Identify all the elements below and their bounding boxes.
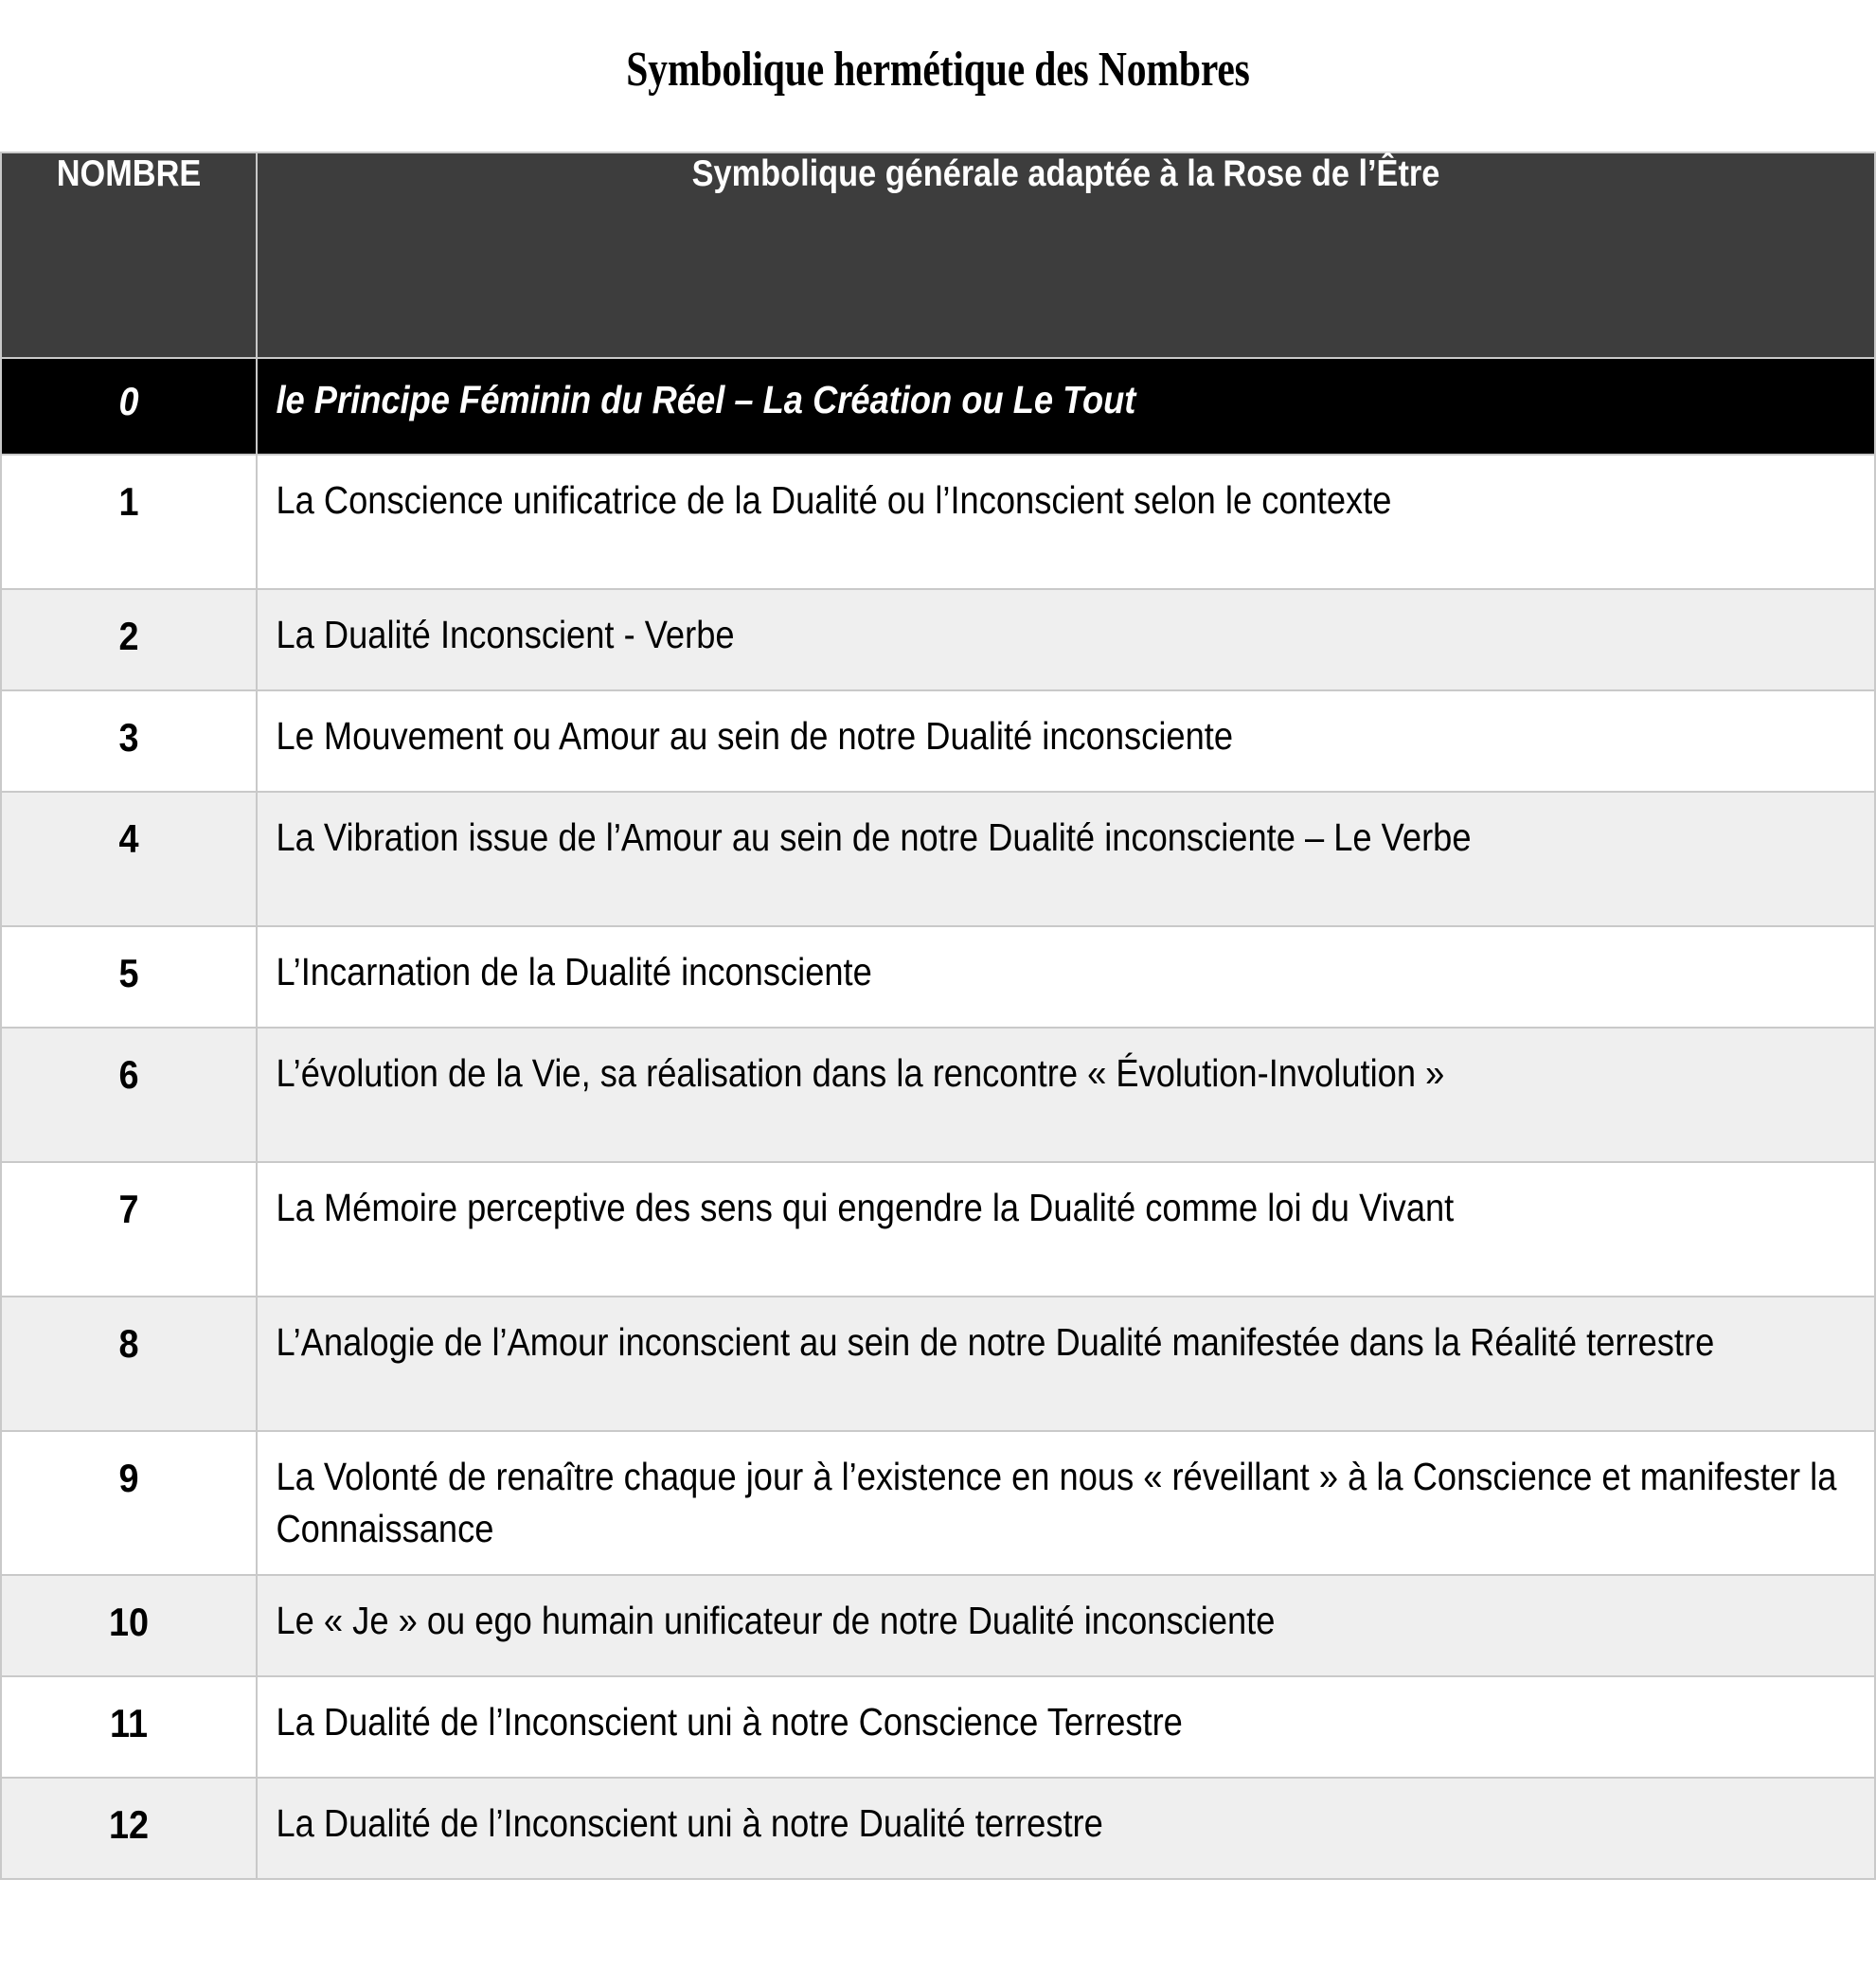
cell-nombre-value: 8 xyxy=(118,1321,139,1366)
cell-nombre xyxy=(1,1778,257,1879)
table-row xyxy=(1,1297,1875,1431)
cell-symbolique xyxy=(257,1162,1875,1297)
cell-symbolique xyxy=(257,792,1875,926)
cell-nombre xyxy=(1,926,257,1028)
cell-nombre xyxy=(1,455,257,589)
cell-nombre-value: 11 xyxy=(110,1700,148,1745)
table-row xyxy=(1,1778,1875,1879)
cell-nombre xyxy=(1,358,257,455)
cell-nombre-value: 1 xyxy=(118,479,139,524)
cell-symbolique-value: La Volonté de renaître chaque jour à l’existence en nous « réveillant » à la Conscience et manifester la Connaissance xyxy=(276,1455,1837,1550)
column-header-nombre xyxy=(1,152,257,358)
cell-symbolique-value: L’Incarnation de la Dualité inconsciente xyxy=(276,950,872,993)
cell-nombre xyxy=(1,792,257,926)
cell-symbolique xyxy=(257,926,1875,1028)
table-row xyxy=(1,690,1875,792)
cell-nombre-value: 5 xyxy=(118,951,139,995)
table-header-row xyxy=(1,152,1875,358)
cell-nombre xyxy=(1,1575,257,1676)
cell-symbolique-value: La Dualité de l’Inconscient uni à notre Conscience Terrestre xyxy=(276,1699,1183,1744)
symbolique-table-container xyxy=(0,152,1874,1880)
cell-nombre-value: 9 xyxy=(118,1456,139,1500)
cell-symbolique xyxy=(257,1431,1875,1575)
table-row xyxy=(1,589,1875,690)
cell-nombre xyxy=(1,589,257,690)
table-row xyxy=(1,1575,1875,1676)
column-header-symbolique xyxy=(257,152,1875,358)
cell-nombre-value: 0 xyxy=(118,379,139,423)
page-title: Symbolique hermétique des Nombres xyxy=(626,42,1250,97)
symbolique-table xyxy=(0,152,1876,1880)
cell-symbolique xyxy=(257,1297,1875,1431)
cell-symbolique xyxy=(257,455,1875,589)
cell-symbolique-value: L’évolution de la Vie, sa réalisation dans la rencontre « Évolution-Involution » xyxy=(276,1051,1445,1095)
cell-symbolique xyxy=(257,358,1875,455)
cell-nombre-value: 6 xyxy=(118,1052,139,1097)
cell-symbolique xyxy=(257,1676,1875,1778)
cell-symbolique xyxy=(257,690,1875,792)
table-row xyxy=(1,1676,1875,1778)
cell-symbolique xyxy=(257,1028,1875,1162)
cell-symbolique-value: Le Mouvement ou Amour au sein de notre Dualité inconsciente xyxy=(276,714,1234,758)
cell-symbolique-value: La Dualité de l’Inconscient uni à notre Dualité terrestre xyxy=(276,1800,1103,1845)
table-header xyxy=(1,152,1875,358)
cell-symbolique-value: le Principe Féminin du Réel – La Création ou Le Tout xyxy=(276,378,1136,421)
cell-symbolique-value: Le « Je » ou ego humain unificateur de notre Dualité inconsciente xyxy=(276,1598,1276,1642)
cell-nombre-value: 10 xyxy=(108,1599,150,1644)
cell-nombre-value: 4 xyxy=(118,816,139,861)
cell-symbolique xyxy=(257,589,1875,690)
cell-nombre xyxy=(1,1431,257,1575)
cell-symbolique-value: La Mémoire perceptive des sens qui engendre la Dualité comme loi du Vivant xyxy=(276,1186,1455,1229)
table-row xyxy=(1,792,1875,926)
column-header-symbolique-label: Symbolique générale adaptée à la Rose de l’Être xyxy=(691,153,1440,194)
cell-symbolique xyxy=(257,1778,1875,1879)
table-row xyxy=(1,1431,1875,1575)
cell-nombre-value: 12 xyxy=(108,1801,150,1847)
cell-nombre xyxy=(1,1028,257,1162)
cell-symbolique-value: La Dualité Inconscient - Verbe xyxy=(276,613,735,656)
cell-nombre xyxy=(1,1297,257,1431)
table-row xyxy=(1,1028,1875,1162)
cell-nombre-value: 2 xyxy=(118,614,139,658)
cell-symbolique-value: L’Analogie de l’Amour inconscient au sein de notre Dualité manifestée dans la Réalité terrestre xyxy=(276,1320,1715,1364)
table-body xyxy=(1,358,1875,1879)
table-row xyxy=(1,926,1875,1028)
cell-nombre xyxy=(1,690,257,792)
table-row xyxy=(1,1162,1875,1297)
cell-symbolique-value: La Vibration issue de l’Amour au sein de notre Dualité inconsciente – Le Verbe xyxy=(276,815,1472,859)
table-row xyxy=(1,455,1875,589)
cell-nombre-value: 3 xyxy=(118,715,139,760)
table-row xyxy=(1,358,1875,455)
cell-nombre-value: 7 xyxy=(118,1187,139,1231)
cell-nombre xyxy=(1,1162,257,1297)
cell-symbolique-value: La Conscience unificatrice de la Dualité ou l’Inconscient selon le contexte xyxy=(276,478,1392,522)
cell-nombre xyxy=(1,1676,257,1778)
cell-symbolique xyxy=(257,1575,1875,1676)
column-header-nombre-label: NOMBRE xyxy=(56,153,202,194)
